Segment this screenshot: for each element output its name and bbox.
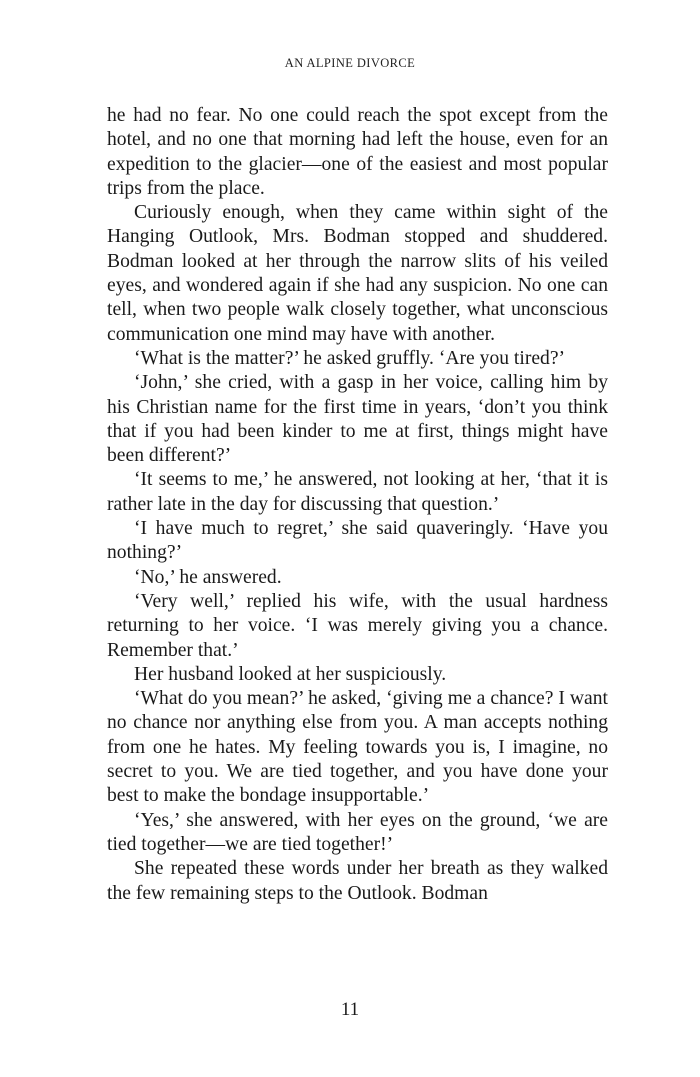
paragraph: he had no fear. No one could reach the spot except from the hotel, and no one that morning had left the house, even for an expedition to the glacier—one of the easiest and most popular trips from the place. xyxy=(107,105,608,199)
paragraph: ‘I have much to regret,’ she said quaveringly. ‘Have you nothing?’ xyxy=(107,518,608,564)
paragraph: ‘Yes,’ she answered, with her eyes on the ground, ‘we are tied together—we are tied together!’ xyxy=(107,809,608,855)
running-head: AN ALPINE DIVORCE xyxy=(284,56,416,70)
paragraph: ‘It seems to me,’ he answered, not looking at her, ‘that it is rather late in the day for discussing that question.’ xyxy=(107,469,608,515)
paragraph: ‘What do you mean?’ he asked, ‘giving me a chance? I want no chance nor anything else from you. A man accepts nothing from one he hates. My feeling towards you is, I imagine, no secret to you. We are tied together, and you have done your best to make the bondage insupportable.’ xyxy=(107,688,608,807)
page-number: 11 xyxy=(340,999,360,1020)
paragraph: ‘John,’ she cried, with a gasp in her voice, calling him by his Christian name for the first time in years, ‘don’t you think that if you had been kinder to me at first, things might have been different?’ xyxy=(107,372,608,467)
paragraph: ‘No,’ he answered. xyxy=(134,566,282,588)
paragraph: ‘What is the matter?’ he asked gruffly. ‘Are you tired?’ xyxy=(134,347,566,369)
paragraph: Her husband looked at her suspiciously. xyxy=(134,663,447,685)
paragraph: ‘Very well,’ replied his wife, with the usual hardness returning to her voice. ‘I was merely giving you a chance. Remember that.’ xyxy=(107,590,608,661)
paragraph: She repeated these words under her breath as they walked the few remaining steps to the Outlook. Bodman xyxy=(107,858,608,904)
body-text xyxy=(107,104,608,906)
paragraph: Curiously enough, when they came within sight of the Hanging Outlook, Mrs. Bodman stopped and shuddered. Bodman looked at her through the narrow slits of his veiled eyes, and wondered again if she had any suspicion. No one can tell, when two people walk closely together, what unconscious communication one mind may have with another. xyxy=(107,202,608,345)
